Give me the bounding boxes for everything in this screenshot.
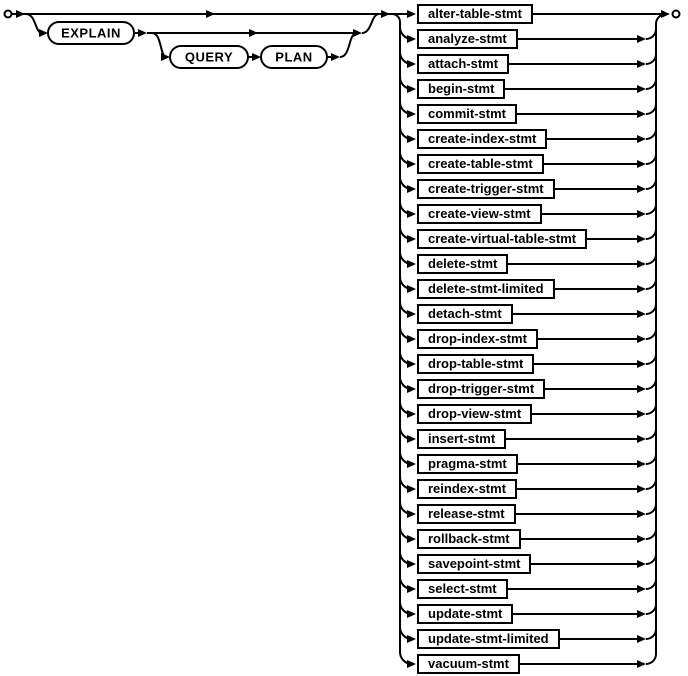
arrowhead-icon (331, 53, 340, 61)
stmt-box-commit-stmt[interactable]: commit-stmt (417, 104, 517, 124)
exit-arrowhead-icon (637, 285, 646, 293)
exit-arrowhead-icon (637, 635, 646, 643)
exit-arrowhead-icon (637, 435, 646, 443)
merge-curve (646, 329, 656, 339)
entry-arrowhead-icon (407, 135, 416, 143)
entry-arrowhead-icon (407, 110, 416, 118)
stmt-box-update-stmt-limited[interactable]: update-stmt-limited (417, 629, 560, 649)
merge-curve (646, 229, 656, 239)
entry-arrowhead-icon (407, 610, 416, 618)
merge-curve (646, 304, 656, 314)
merge-curve (340, 33, 357, 57)
stmt-box-create-virtual-table-stmt[interactable]: create-virtual-table-stmt (417, 229, 587, 249)
entry-arrowhead-icon (407, 335, 416, 343)
merge-curve (646, 504, 656, 514)
stmt-box-drop-trigger-stmt[interactable]: drop-trigger-stmt (417, 379, 545, 399)
stmt-box-update-stmt[interactable]: update-stmt (417, 604, 513, 624)
exit-arrowhead-icon (637, 660, 646, 668)
arrowhead-icon (161, 53, 170, 61)
merge-curve (646, 179, 656, 189)
merge-curve (646, 104, 656, 114)
exit-arrowhead-icon (637, 535, 646, 543)
entry-arrowhead-icon (407, 410, 416, 418)
merge-curve (646, 354, 656, 364)
arrowhead-icon (252, 53, 261, 61)
entry-arrowhead-icon (407, 210, 416, 218)
exit-arrowhead-icon (637, 135, 646, 143)
stmt-box-detach-stmt[interactable]: detach-stmt (417, 304, 513, 324)
merge-curve (646, 579, 656, 589)
entry-arrowhead-icon (407, 60, 416, 68)
entry-arrowhead-icon (407, 435, 416, 443)
arrowhead-icon (381, 10, 390, 18)
exit-arrowhead-icon (637, 185, 646, 193)
entry-arrowhead-icon (407, 35, 416, 43)
exit-arrowhead-icon (637, 385, 646, 393)
merge-curve (646, 29, 656, 39)
stmt-box-attach-stmt[interactable]: attach-stmt (417, 54, 509, 74)
stmt-box-drop-table-stmt[interactable]: drop-table-stmt (417, 354, 534, 374)
stmt-box-create-trigger-stmt[interactable]: create-trigger-stmt (417, 179, 555, 199)
keyword-explain (48, 22, 134, 44)
arrowhead-icon (206, 10, 215, 18)
exit-arrowhead-icon (637, 610, 646, 618)
merge-curve (646, 54, 656, 64)
merge-curve (646, 629, 656, 639)
merge-curve (646, 404, 656, 414)
exit-arrowhead-icon (637, 85, 646, 93)
entry-arrowhead-icon (407, 460, 416, 468)
explain-keyword-label: EXPLAIN (61, 25, 121, 41)
exit-arrowhead-icon (637, 60, 646, 68)
entry-arrowhead-icon (407, 485, 416, 493)
entry-arrowhead-icon (407, 635, 416, 643)
merge-curve (646, 529, 656, 539)
merge-curve (646, 429, 656, 439)
exit-arrowhead-icon (637, 260, 646, 268)
merge-curve (646, 379, 656, 389)
merge-curve (646, 79, 656, 89)
entry-arrowhead-icon (407, 10, 416, 18)
entry-arrowhead-icon (407, 560, 416, 568)
arrowhead-icon (39, 29, 48, 37)
entry-arrowhead-icon (407, 235, 416, 243)
entry-arrowhead-icon (407, 260, 416, 268)
merge-curve (646, 154, 656, 164)
exit-arrowhead-icon (637, 410, 646, 418)
exit-arrowhead-icon (637, 460, 646, 468)
merge-curve (646, 254, 656, 264)
stmt-box-drop-index-stmt[interactable]: drop-index-stmt (417, 329, 538, 349)
merge-curve (646, 554, 656, 564)
exit-arrowhead-icon (637, 560, 646, 568)
stmt-box-delete-stmt[interactable]: delete-stmt (417, 254, 508, 274)
entry-arrowhead-icon (407, 660, 416, 668)
merge-curve (646, 479, 656, 489)
end-terminal-icon (673, 11, 680, 18)
exit-arrowhead-icon (637, 110, 646, 118)
stmt-box-create-view-stmt[interactable]: create-view-stmt (417, 204, 542, 224)
stmt-box-create-index-stmt[interactable]: create-index-stmt (417, 129, 547, 149)
entry-arrowhead-icon (407, 160, 416, 168)
stmt-box-savepoint-stmt[interactable]: savepoint-stmt (417, 554, 531, 574)
stmt-box-release-stmt[interactable]: release-stmt (417, 504, 516, 524)
stmt-box-vacuum-stmt[interactable]: vacuum-stmt (417, 654, 520, 674)
merge-curve (362, 14, 379, 33)
merge-curve (646, 204, 656, 214)
plan-keyword-label: PLAN (275, 49, 313, 65)
exit-arrowhead-icon (637, 335, 646, 343)
exit-arrowhead-icon (637, 235, 646, 243)
exit-arrowhead-icon (637, 585, 646, 593)
entry-arrowhead-icon (407, 385, 416, 393)
exit-arrowhead-icon (637, 160, 646, 168)
entry-arrowhead-icon (407, 285, 416, 293)
stmt-box-analyze-stmt[interactable]: analyze-stmt (417, 29, 518, 49)
query-keyword-label: QUERY (184, 49, 234, 65)
arrowhead-icon (661, 10, 670, 18)
merge-curve (646, 454, 656, 464)
stmt-box-reindex-stmt[interactable]: reindex-stmt (417, 479, 517, 499)
arrowhead-icon (353, 29, 362, 37)
entry-arrowhead-icon (407, 310, 416, 318)
stmt-box-pragma-stmt[interactable]: pragma-stmt (417, 454, 518, 474)
left-branch-vertical (392, 14, 400, 652)
merge-curve (646, 129, 656, 139)
branch-curve (152, 33, 166, 57)
stmt-box-drop-view-stmt[interactable]: drop-view-stmt (417, 404, 532, 424)
stmt-box-rollback-stmt[interactable]: rollback-stmt (417, 529, 521, 549)
arrowhead-icon (138, 29, 147, 37)
merge-curve (646, 654, 656, 664)
exit-arrowhead-icon (637, 360, 646, 368)
stmt-box-create-table-stmt[interactable]: create-table-stmt (417, 154, 544, 174)
merge-curve (646, 279, 656, 289)
entry-arrowhead-icon (407, 185, 416, 193)
keyword-query (170, 46, 248, 68)
exit-arrowhead-icon (637, 485, 646, 493)
arrowhead-icon (16, 10, 25, 18)
entry-arrowhead-icon (407, 510, 416, 518)
stmt-box-alter-table-stmt[interactable]: alter-table-stmt (417, 4, 533, 24)
entry-arrowhead-icon (407, 535, 416, 543)
start-terminal-icon (5, 11, 12, 18)
stmt-box-delete-stmt-limited[interactable]: delete-stmt-limited (417, 279, 555, 299)
arrowhead-icon (249, 29, 258, 37)
entry-arrowhead-icon (407, 85, 416, 93)
entry-arrowhead-icon (407, 585, 416, 593)
exit-arrowhead-icon (637, 35, 646, 43)
exit-arrowhead-icon (637, 510, 646, 518)
stmt-box-begin-stmt[interactable]: begin-stmt (417, 79, 505, 99)
keyword-plan (261, 46, 327, 68)
exit-arrowhead-icon (637, 210, 646, 218)
entry-arrowhead-icon (407, 360, 416, 368)
merge-curve (646, 604, 656, 614)
stmt-box-select-stmt[interactable]: select-stmt (417, 579, 508, 599)
exit-arrowhead-icon (637, 310, 646, 318)
stmt-box-insert-stmt[interactable]: insert-stmt (417, 429, 506, 449)
